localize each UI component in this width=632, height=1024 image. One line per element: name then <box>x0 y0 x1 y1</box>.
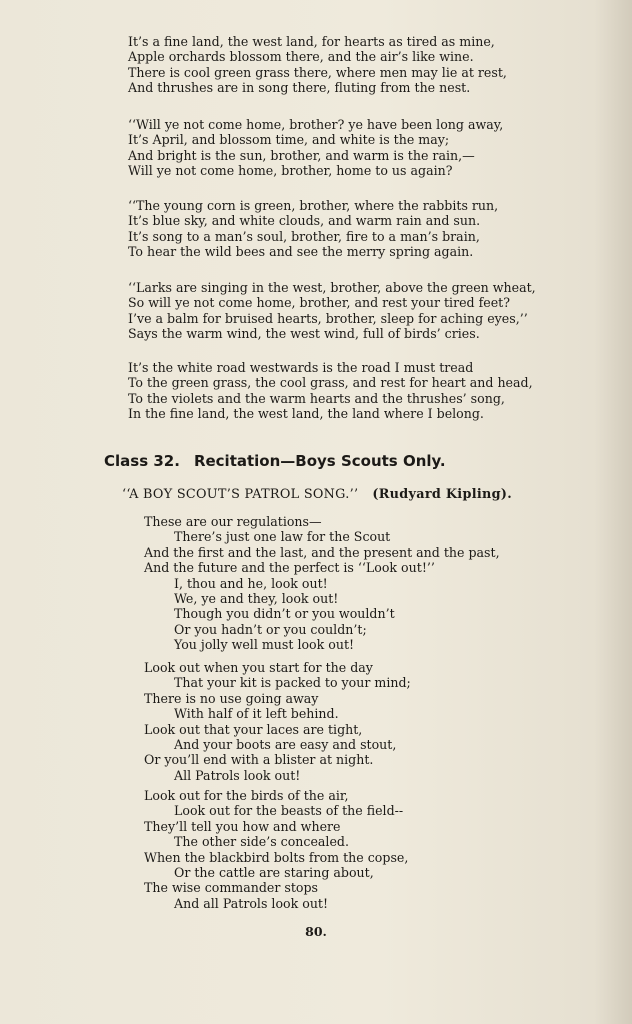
song-line: Look out that your laces are tight, <box>144 721 363 737</box>
poem-stanza-4 <box>128 280 588 342</box>
song-line: All Patrols look out! <box>174 767 301 783</box>
page-number: 80. <box>305 924 327 939</box>
poem-line: Apple orchards blossom there, and the air’s like wine. <box>128 49 474 65</box>
song-line: And your boots are easy and stout, <box>174 737 397 753</box>
song-line: There’s just one law for the Scout <box>174 529 391 545</box>
song-line: Look out when you start for the day <box>144 660 373 675</box>
song-line: And the first and the last, and the present and the past, <box>144 544 500 560</box>
poem-line: It’s April, and blossom time, and white is the may; <box>128 132 450 148</box>
poem-line: ‘‘The young corn is green, brother, where the rabbits run, <box>128 198 499 213</box>
song-line: That your kit is packed to your mind; <box>174 675 411 691</box>
song-line: Look out for the birds of the air, <box>144 788 349 803</box>
song-line: The other side’s concealed. <box>174 834 349 850</box>
poem-line: It’s song to a man’s soul, brother, fire to a man’s brain, <box>128 228 480 244</box>
section-title: Recitation—Boys Scouts Only. <box>193 452 446 470</box>
song-line: And the future and the perfect is ‘‘Look out!’’ <box>144 560 435 576</box>
poem-stanza-5 <box>128 360 588 422</box>
poem-stanza-3 <box>128 198 588 260</box>
song-line: These are our regulations— <box>144 514 322 529</box>
poem-line: It’s blue sky, and white clouds, and warm rain and sun. <box>128 213 481 229</box>
song-line: And all Patrols look out! <box>174 895 329 911</box>
poem-line: To hear the wild bees and see the merry spring again. <box>128 244 474 260</box>
song-line: Though you didn’t or you wouldn’t <box>174 606 395 622</box>
poem-line: It’s a fine land, the west land, for hearts as tired as mine, <box>128 34 495 49</box>
poem-line: Says the warm wind, the west wind, full of birds’ cries. <box>128 326 480 342</box>
poem-line: And bright is the sun, brother, and warm is the rain,— <box>128 147 475 163</box>
poem-stanza-1 <box>128 34 588 96</box>
poem-line: To the green grass, the cool grass, and rest for heart and head, <box>128 375 533 391</box>
song-line: Look out for the beasts of the field-- <box>174 803 404 819</box>
song-line: Or you’ll end with a blister at night. <box>144 752 374 768</box>
song-line: We, ye and they, look out! <box>174 591 339 607</box>
poem-line: So will ye not come home, brother, and rest your tired feet? <box>128 295 510 311</box>
poem-line: And thrushes are in song there, fluting from the nest. <box>128 80 471 96</box>
song-line: I, thou and he, look out! <box>174 575 328 591</box>
song-line: The wise commander stops <box>144 880 319 896</box>
song-author: (Rudyard Kipling). <box>372 487 512 502</box>
song-line: Or the cattle are staring about, <box>174 865 374 881</box>
song-line: Or you hadn’t or you couldn’t; <box>174 621 367 637</box>
song-title: ‘‘A BOY SCOUT’S PATROL SONG.’’ <box>122 487 359 502</box>
song-stanza-3 <box>144 788 564 911</box>
section-heading <box>104 452 584 470</box>
poem-line: ‘‘Larks are singing in the west, brother, above the green wheat, <box>128 280 536 295</box>
poem-line: It’s the white road westwards is the road I must tread <box>128 360 474 375</box>
class-label: Class 32. <box>104 452 180 470</box>
poem-line: In the fine land, the west land, the land where I belong. <box>128 406 484 422</box>
song-line: They’ll tell you how and where <box>144 818 341 834</box>
poem-line: There is cool green grass there, where men may lie at rest, <box>128 64 507 80</box>
song-subtitle <box>122 487 602 502</box>
poem-line: ‘‘Will ye not come home, brother? ye have been long away, <box>128 117 504 132</box>
poem-line: To the violets and the warm hearts and the thrushes’ song, <box>128 390 505 406</box>
song-line: There is no use going away <box>144 690 319 706</box>
poem-line: I’ve a balm for bruised hearts, brother, sleep for aching eyes,’’ <box>128 310 528 326</box>
song-stanza-1 <box>144 514 564 653</box>
song-line: You jolly well must look out! <box>174 637 355 653</box>
poem-line: Will ye not come home, brother, home to us again? <box>128 163 453 179</box>
song-line: When the blackbird bolts from the copse, <box>144 849 409 865</box>
song-stanza-2 <box>144 660 564 783</box>
song-line: With half of it left behind. <box>174 706 339 722</box>
poem-stanza-2 <box>128 117 588 179</box>
